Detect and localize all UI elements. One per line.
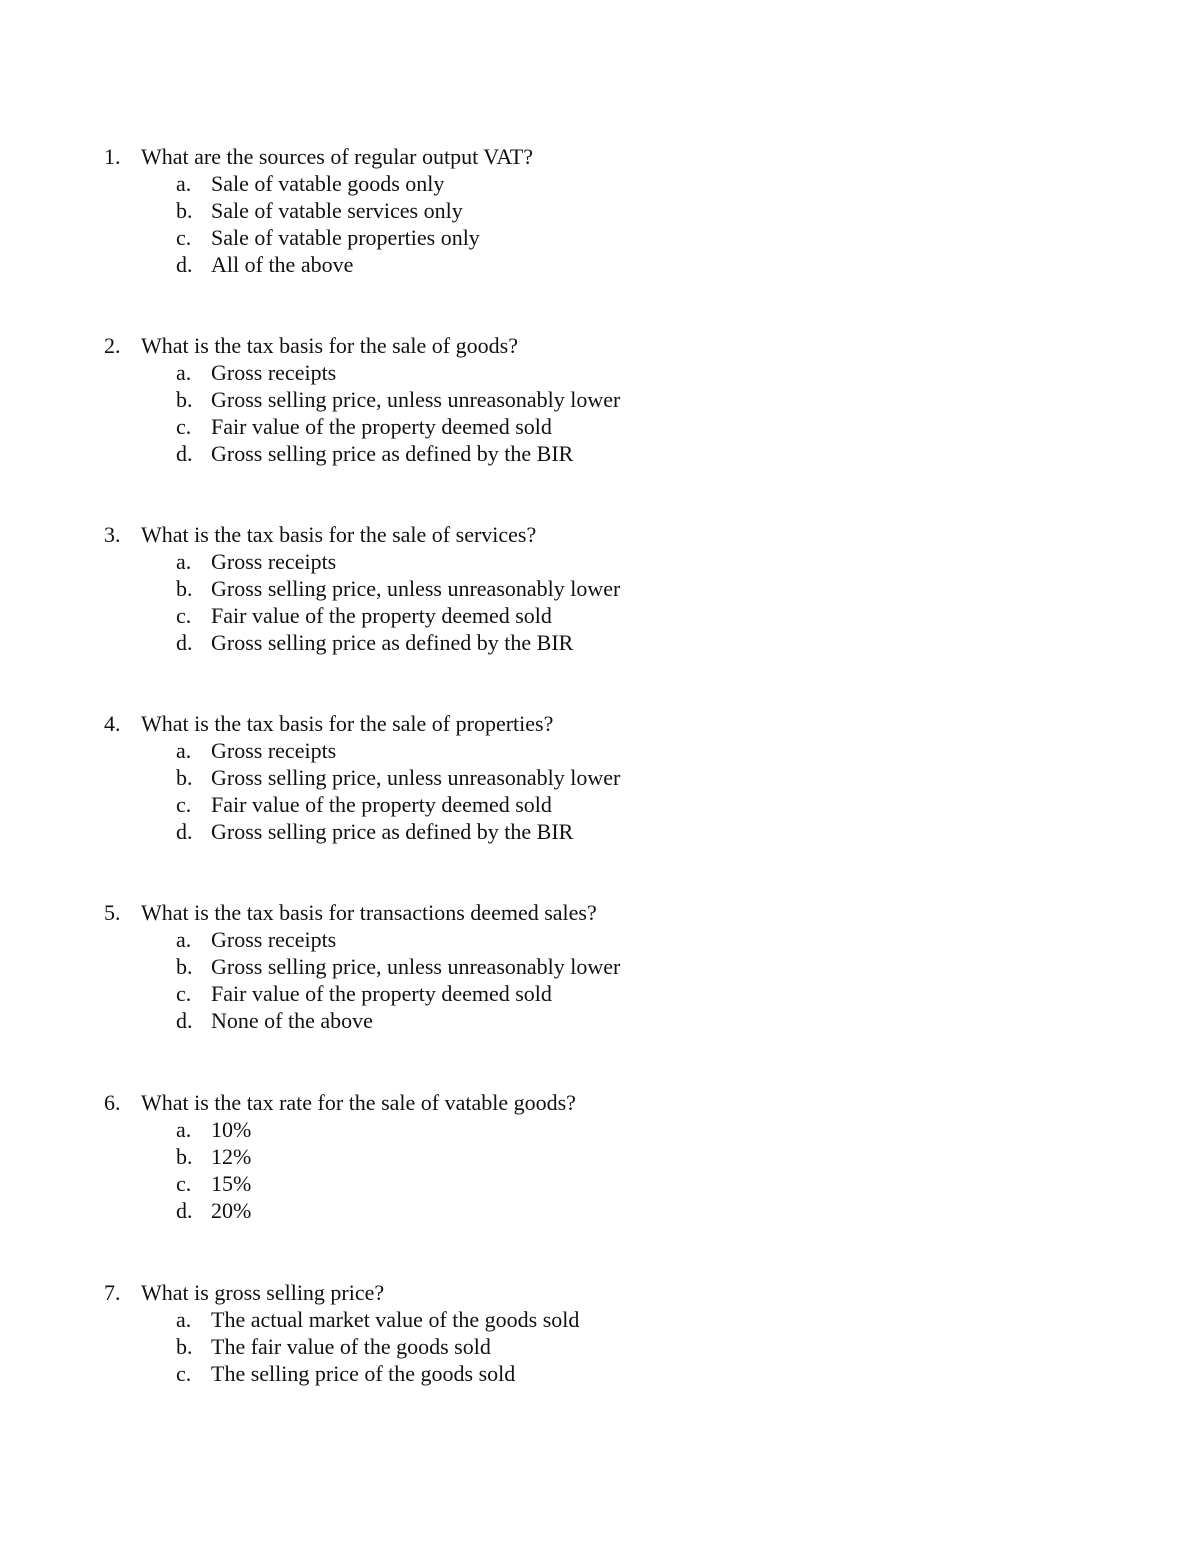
question-5 xyxy=(0,899,1200,1034)
option-letter: b. xyxy=(176,387,193,412)
option-b xyxy=(0,386,1200,413)
option-text: Gross receipts xyxy=(211,549,337,574)
option-letter: d. xyxy=(176,819,193,844)
option-b xyxy=(0,575,1200,602)
option-c xyxy=(0,791,1200,818)
option-a xyxy=(0,737,1200,764)
option-letter: d. xyxy=(176,1198,193,1223)
option-letter: a. xyxy=(176,927,192,952)
option-b xyxy=(0,1333,1200,1360)
option-letter: c. xyxy=(176,792,192,817)
question-text: What is the tax rate for the sale of vatable goods? xyxy=(141,1090,576,1115)
question-7 xyxy=(0,1279,1200,1387)
question-stem xyxy=(0,332,1200,359)
option-text: Gross receipts xyxy=(211,738,337,763)
option-letter: c. xyxy=(176,1361,192,1386)
question-4 xyxy=(0,710,1200,845)
option-text: Gross selling price, unless unreasonably lower xyxy=(211,576,621,601)
question-number: 2. xyxy=(104,333,121,358)
option-b xyxy=(0,1143,1200,1170)
option-d xyxy=(0,1007,1200,1034)
question-6 xyxy=(0,1089,1200,1224)
question-stem xyxy=(0,143,1200,170)
option-text: All of the above xyxy=(211,252,354,277)
option-letter: a. xyxy=(176,171,192,196)
question-number: 7. xyxy=(104,1280,121,1305)
option-c xyxy=(0,980,1200,1007)
option-d xyxy=(0,629,1200,656)
option-text: Gross receipts xyxy=(211,360,337,385)
option-c xyxy=(0,1170,1200,1197)
option-a xyxy=(0,548,1200,575)
option-text: The selling price of the goods sold xyxy=(211,1361,516,1386)
question-stem xyxy=(0,1279,1200,1306)
question-text: What is gross selling price? xyxy=(141,1280,385,1305)
option-text: The actual market value of the goods sold xyxy=(211,1307,580,1332)
question-1 xyxy=(0,143,1200,278)
option-letter: d. xyxy=(176,441,193,466)
option-text: Sale of vatable properties only xyxy=(211,225,480,250)
option-letter: b. xyxy=(176,576,193,601)
option-c xyxy=(0,413,1200,440)
option-letter: b. xyxy=(176,1144,193,1169)
question-number: 6. xyxy=(104,1090,121,1115)
option-text: Gross selling price, unless unreasonably lower xyxy=(211,387,621,412)
option-b xyxy=(0,197,1200,224)
option-text: 10% xyxy=(211,1117,252,1142)
question-number: 4. xyxy=(104,711,121,736)
question-stem xyxy=(0,521,1200,548)
option-text: Sale of vatable goods only xyxy=(211,171,445,196)
option-text: None of the above xyxy=(211,1008,373,1033)
option-letter: b. xyxy=(176,198,193,223)
option-b xyxy=(0,764,1200,791)
option-letter: d. xyxy=(176,630,193,655)
option-letter: a. xyxy=(176,1117,192,1142)
option-letter: b. xyxy=(176,1334,193,1359)
question-number: 1. xyxy=(104,144,121,169)
option-text: Gross selling price, unless unreasonably lower xyxy=(211,954,621,979)
option-a xyxy=(0,170,1200,197)
option-text: Sale of vatable services only xyxy=(211,198,463,223)
option-letter: a. xyxy=(176,549,192,574)
option-letter: d. xyxy=(176,252,193,277)
option-text: Gross selling price as defined by the BIR xyxy=(211,630,574,655)
option-letter: a. xyxy=(176,738,192,763)
option-letter: c. xyxy=(176,225,192,250)
option-text: Gross selling price as defined by the BIR xyxy=(211,819,574,844)
option-a xyxy=(0,1116,1200,1143)
option-c xyxy=(0,1360,1200,1387)
option-d xyxy=(0,818,1200,845)
option-text: 15% xyxy=(211,1171,252,1196)
question-text: What is the tax basis for transactions deemed sales? xyxy=(141,900,597,925)
option-d xyxy=(0,1197,1200,1224)
question-text: What is the tax basis for the sale of goods? xyxy=(141,333,518,358)
option-d xyxy=(0,251,1200,278)
option-letter: a. xyxy=(176,1307,192,1332)
option-letter: b. xyxy=(176,765,193,790)
option-a xyxy=(0,926,1200,953)
question-text: What is the tax basis for the sale of services? xyxy=(141,522,537,547)
option-text: Fair value of the property deemed sold xyxy=(211,414,552,439)
option-text: 12% xyxy=(211,1144,252,1169)
option-a xyxy=(0,359,1200,386)
option-letter: c. xyxy=(176,603,192,628)
option-text: Fair value of the property deemed sold xyxy=(211,981,552,1006)
option-text: Gross receipts xyxy=(211,927,337,952)
question-number: 5. xyxy=(104,900,121,925)
option-text: Fair value of the property deemed sold xyxy=(211,792,552,817)
question-number: 3. xyxy=(104,522,121,547)
question-3 xyxy=(0,521,1200,656)
question-text: What is the tax basis for the sale of properties? xyxy=(141,711,554,736)
option-b xyxy=(0,953,1200,980)
option-text: Gross selling price, unless unreasonably lower xyxy=(211,765,621,790)
option-text: Fair value of the property deemed sold xyxy=(211,603,552,628)
question-stem xyxy=(0,1089,1200,1116)
option-c xyxy=(0,224,1200,251)
option-letter: a. xyxy=(176,360,192,385)
option-letter: c. xyxy=(176,1171,192,1196)
question-2 xyxy=(0,332,1200,467)
option-a xyxy=(0,1306,1200,1333)
question-stem xyxy=(0,899,1200,926)
option-text: Gross selling price as defined by the BIR xyxy=(211,441,574,466)
option-c xyxy=(0,602,1200,629)
option-letter: c. xyxy=(176,981,192,1006)
question-text: What are the sources of regular output VAT? xyxy=(141,144,534,169)
option-letter: b. xyxy=(176,954,193,979)
option-text: The fair value of the goods sold xyxy=(211,1334,491,1359)
option-letter: c. xyxy=(176,414,192,439)
option-text: 20% xyxy=(211,1198,252,1223)
option-d xyxy=(0,440,1200,467)
option-letter: d. xyxy=(176,1008,193,1033)
question-stem xyxy=(0,710,1200,737)
